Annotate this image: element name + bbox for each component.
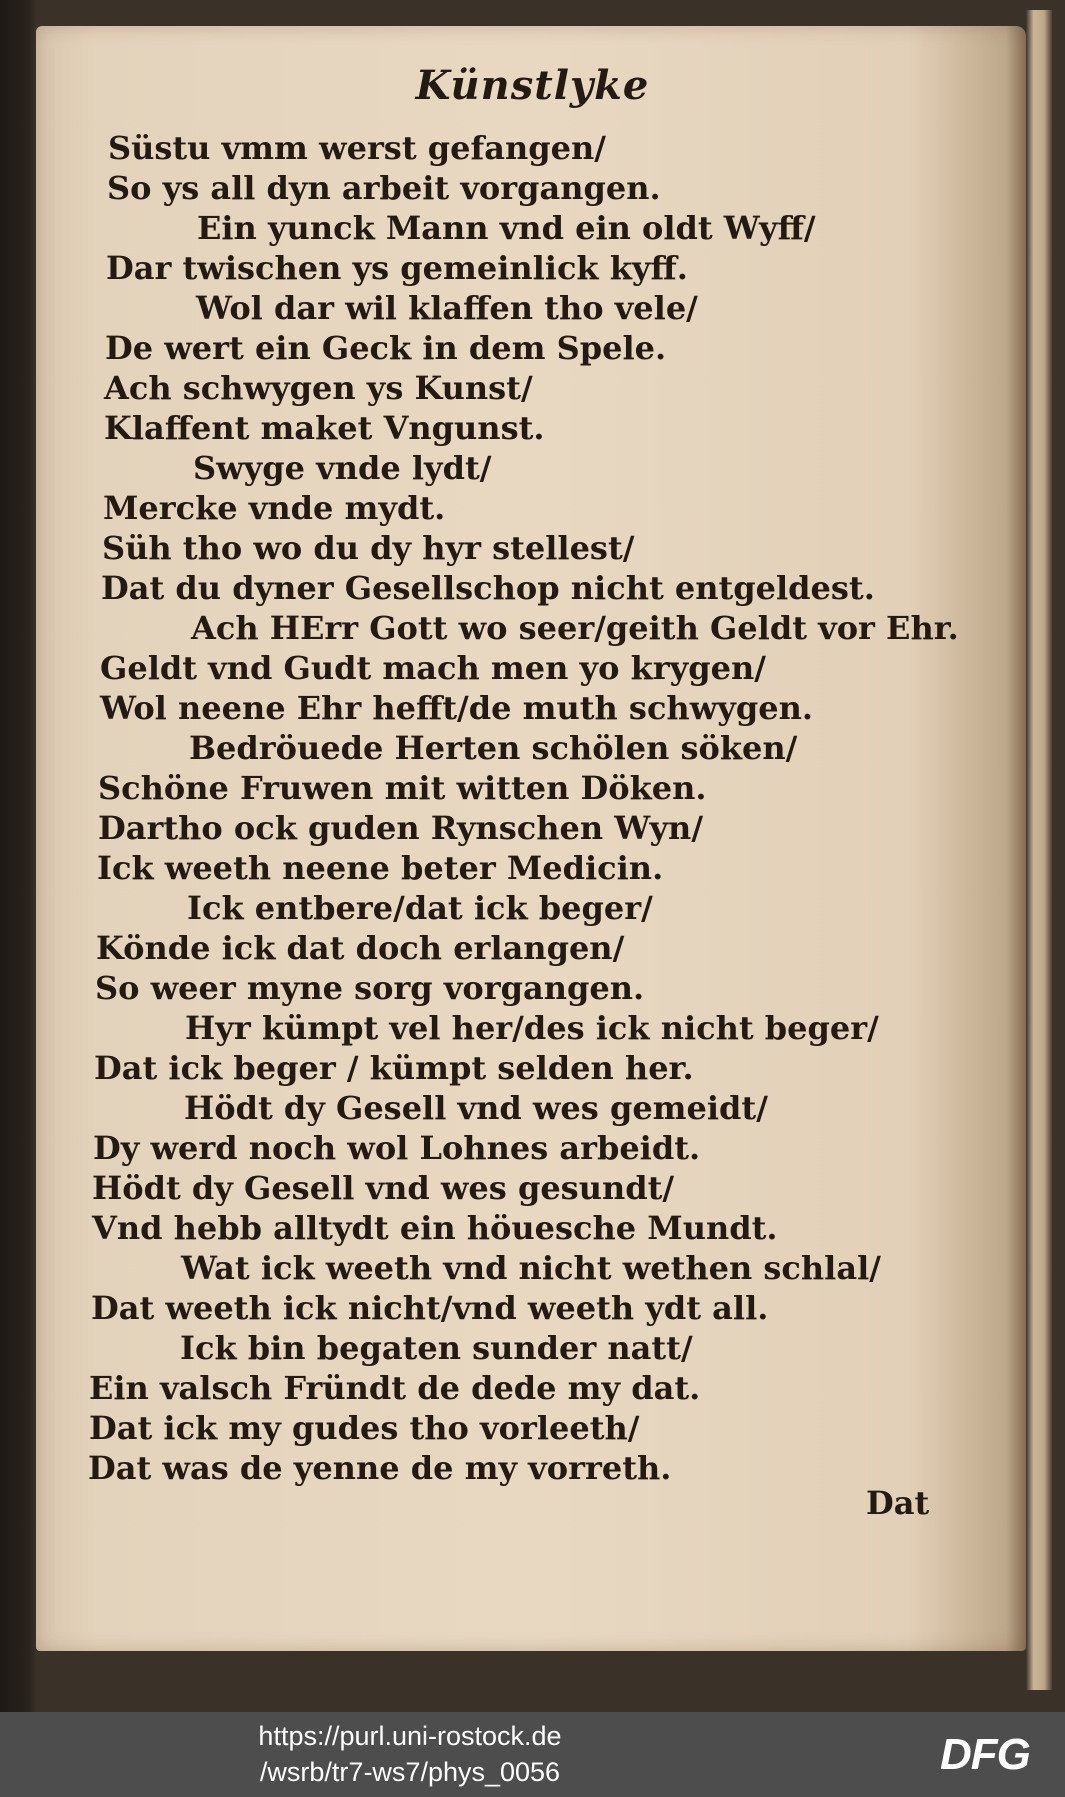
verse-line: Dat ick my gudes tho vorleeth/: [89, 1409, 640, 1447]
verse-line: Dat ick beger / kümpt selden her.: [94, 1049, 694, 1087]
verse-line: De wert ein Geck in dem Spele.: [105, 329, 667, 367]
verse-line: Ach schwygen ys Kunst/: [104, 369, 533, 407]
verse-line: Ick weeth neene beter Medicin.: [97, 849, 664, 887]
catchword: Dat: [866, 1484, 930, 1522]
verse-line: Dar twischen ys gemeinlick kyff.: [106, 249, 688, 287]
dfg-logo: DFG: [940, 1730, 1030, 1779]
verse-line: Wat ick weeth vnd nicht wethen schlal/: [181, 1249, 881, 1287]
verse-line: Dat was de yenne de my vorreth.: [88, 1449, 672, 1487]
verse-line: So ys all dyn arbeit vorgangen.: [107, 169, 661, 207]
verse-line: Könde ick dat doch erlangen/: [96, 929, 625, 967]
verse-line: Dy werd noch wol Lohnes arbeidt.: [93, 1129, 701, 1167]
page-edge: [1026, 10, 1052, 1690]
verse-line: Schöne Fruwen mit witten Döken.: [98, 769, 707, 807]
verse-line: Hyr kümpt vel her/des ick nicht beger/: [185, 1009, 879, 1047]
verse-line: Dartho ock guden Rynschen Wyn/: [98, 809, 703, 847]
verse-line: Hödt dy Gesell vnd wes gesundt/: [92, 1169, 675, 1207]
verse-line: Ick bin begaten sunder natt/: [180, 1329, 693, 1367]
verse-line: Dat du dyner Gesellschop nicht entgeldest.: [101, 569, 875, 607]
permalink-line-1[interactable]: https://purl.uni-rostock.de: [258, 1721, 562, 1751]
verse-line: Vnd hebb alltydt ein höuesche Mundt.: [92, 1209, 778, 1247]
verse-line: Süh tho wo du dy hyr stellest/: [102, 529, 635, 567]
verse-line: Ein yunck Mann vnd ein oldt Wyff/: [197, 209, 816, 247]
verse-line: Süstu vmm werst gefangen/: [108, 129, 606, 167]
verse-line: Ach HErr Gott wo seer/geith Geldt vor Ehr.: [191, 609, 959, 647]
verse-line: So weer myne sorg vorgangen.: [95, 969, 645, 1007]
verse-line: Ick entbere/dat ick beger/: [187, 889, 653, 927]
verse-line: Geldt vnd Gudt mach men yo krygen/: [100, 649, 766, 687]
verse-line: Wol neene Ehr hefft/de muth schwygen.: [100, 689, 813, 727]
verse-line: Hödt dy Gesell vnd wes gemeidt/: [184, 1089, 768, 1127]
verse-line: Mercke vnde mydt.: [103, 489, 446, 527]
verse-line: Klaffent maket Vngunst.: [104, 409, 545, 447]
running-title: Künstlyke: [415, 62, 650, 109]
permalink-line-2[interactable]: /wsrb/tr7-ws7/phys_0056: [259, 1757, 561, 1787]
verse-line: Swyge vnde lydt/: [193, 449, 492, 487]
verse-line: Dat weeth ick nicht/vnd weeth ydt all.: [91, 1289, 769, 1327]
verse-line: Wol dar wil klaffen tho vele/: [196, 289, 698, 327]
verse-line: Ein valsch Fründt de dede my dat.: [89, 1369, 701, 1407]
verse-line: Bedröuede Herten schölen söken/: [189, 729, 798, 767]
page-shadow: [1006, 26, 1026, 1651]
